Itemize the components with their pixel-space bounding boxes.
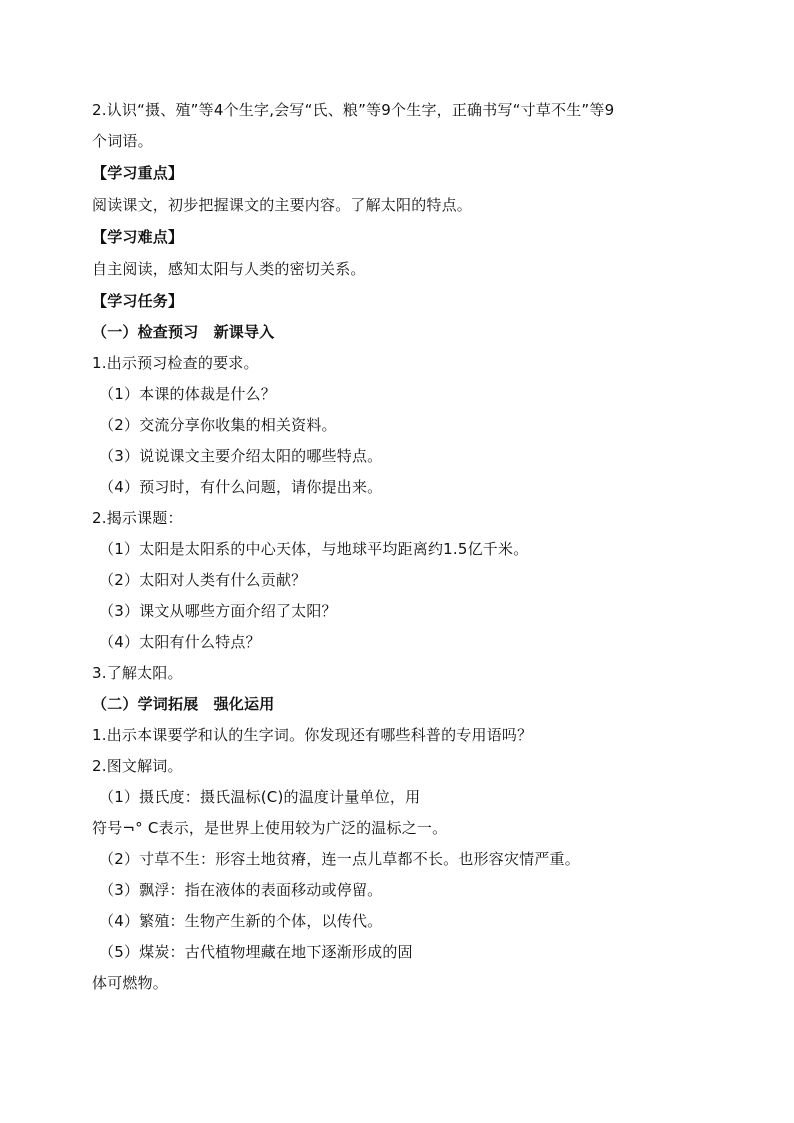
task-1-1-item-2: （2）交流分享你收集的相关资料。 — [99, 416, 337, 434]
term-3: （3）飘浮：指在液体的表面移动或停留。 — [99, 881, 383, 899]
term-4: （4）繁殖：生物产生新的个体，以传代。 — [99, 912, 383, 930]
term-1-line2: 符号¬° C表示，是世界上使用较为广泛的温标之一。 — [92, 819, 448, 837]
task-1-1-item-1: （1）本课的体裁是什么？ — [99, 385, 276, 403]
task-1-3: 3.了解太阳。 — [92, 664, 183, 682]
task-2-1: 1.出示本课要学和认的生字词。你发现还有哪些科普的专用语吗？ — [92, 726, 533, 744]
term-2: （2）寸草不生：形容土地贫瘠，连一点儿草都不长。也形容灾情严重。 — [99, 850, 580, 868]
objective-2-line1: 2.认识“摄、殖”等4个生字,会写“氏、粮”等9个生字，正确书写“寸草不生”等9 — [92, 101, 615, 119]
task-1-1: 1.出示预习检查的要求。 — [92, 354, 259, 372]
task-1-1-item-3: （3）说说课文主要介绍太阳的哪些特点。 — [99, 447, 383, 465]
term-1-line1: （1）摄氏度：摄氏温标(C)的温度计量单位，用 — [99, 788, 421, 806]
task-2-2: 2.图文解词。 — [92, 757, 183, 775]
task-1-2-item-1: （1）太阳是太阳系的中心天体，与地球平均距离约1.5亿千米。 — [99, 540, 529, 558]
section-1-heading: （一）检查预习 新课导入 — [92, 323, 275, 341]
heading-tasks: 【学习任务】 — [92, 292, 184, 310]
objective-2-line2: 个词语。 — [92, 132, 153, 150]
task-1-1-item-4: （4）预习时，有什么问题，请你提出来。 — [99, 478, 383, 496]
heading-key-points: 【学习重点】 — [92, 164, 184, 182]
key-points-text: 阅读课文，初步把握课文的主要内容。了解太阳的特点。 — [92, 196, 473, 214]
task-1-2: 2.揭示课题： — [92, 509, 183, 527]
task-1-2-item-4: （4）太阳有什么特点？ — [99, 633, 261, 651]
term-5-line1: （5）煤炭：古代植物埋藏在地下逐渐形成的固 — [99, 943, 413, 961]
difficulties-text: 自主阅读，感知太阳与人类的密切关系。 — [92, 260, 366, 278]
term-5-line2: 体可燃物。 — [92, 974, 169, 992]
heading-difficulties: 【学习难点】 — [92, 228, 184, 246]
task-1-2-item-3: （3）课文从哪些方面介绍了太阳？ — [99, 602, 337, 620]
task-1-2-item-2: （2）太阳对人类有什么贡献？ — [99, 571, 307, 589]
section-2-heading: （二）学词拓展 强化运用 — [92, 695, 275, 713]
